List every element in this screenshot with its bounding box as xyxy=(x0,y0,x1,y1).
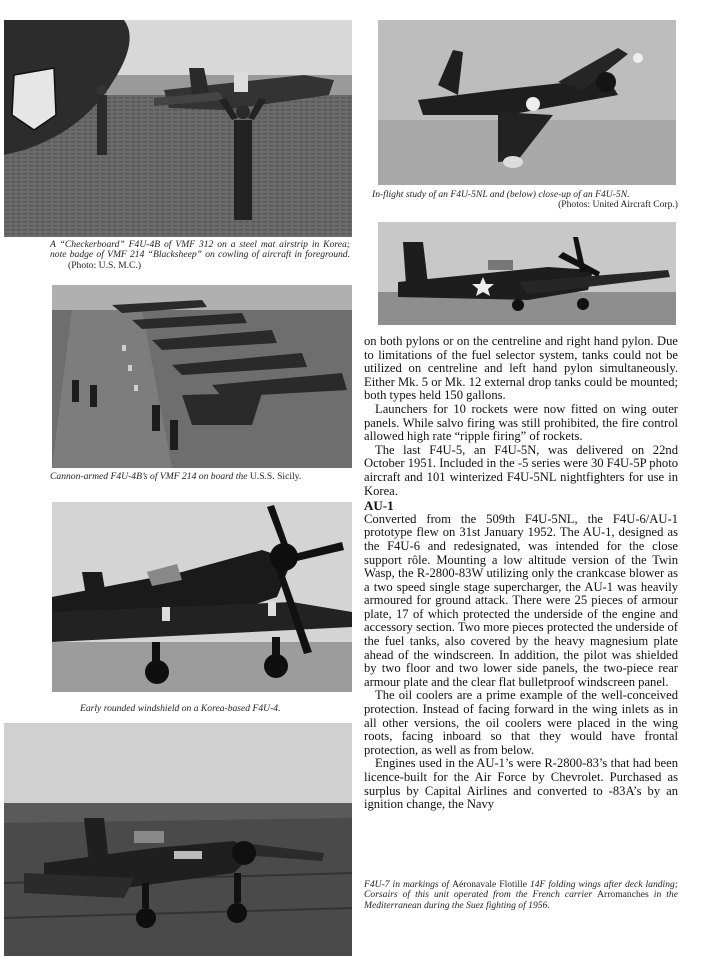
photo-f4u7-aeronavale xyxy=(4,723,352,956)
article-paragraph-rockets: Launchers for 10 rockets were now fitted on wing outer panels. While salvo firing was still prohibited, the fire control allowed high rate “ripple firing” of rockets. xyxy=(364,401,678,444)
article-paragraph-oil-coolers: The oil coolers are a prime example of the well-conceived protection. Instead of facing forward in the wing inlets as in all other versions, the oil coolers were placed in the wing roots, facing inboard so that they would have frontal protection, as well as from below. xyxy=(364,688,678,757)
caption-f4u7-a: F4U-7 in markings of xyxy=(364,879,450,890)
photo-korea-f4u4 xyxy=(52,502,352,692)
caption-f4u7-e: in the Mediterranean during the Suez fighting of 1956. xyxy=(364,889,678,911)
caption-inflight xyxy=(372,190,678,211)
article-paragraph-engines: Engines used in the AU-1’s were R-2800-83’s that had been licence-built for the Air Force by Chevrolet. Purchased as surplus by Capital Airlines and converted to -83A’s by an ignition change, the Navy xyxy=(364,756,678,812)
photo-uss-sicily-deck xyxy=(52,285,352,468)
caption-sicily xyxy=(50,472,352,482)
photo-closeup-f4u5n xyxy=(378,222,676,325)
caption-sicily-text: Cannon-armed F4U-4B’s of VMF 214 on board the xyxy=(50,471,248,482)
section-heading-au1: AU-1 xyxy=(364,498,394,514)
article-paragraph-au1: Converted from the 509th F4U-5NL, the F4U-6/AU-1 prototype flew on 31st January 1952. The AU-1, designed as the F4U-6 and redesignated, was intended for the close support rôle. Mounting a low altitude version of the Twin Wasp, the R-2800-83W utilizing only the crankcase blower as a two speed single stage supercharger, the AU-1 was heavily armoured for ground attack. There were 25 pieces of armour plate, 17 of which protected the underside of the engine and accessory section. Two more pieces protected the underside of the fuel tanks, also covered by the heavy magnesium plate ahead of the windscreen. In addition, the pilot was shielded by two floor and two lower side panels, the two-piece rear armour plate and the clear flat bulletproof windscreen panel. xyxy=(364,511,678,689)
caption-inflight-credit: (Photos: United Aircraft Corp.) xyxy=(558,199,678,211)
caption-f4u7-c: 14F folding wings after deck landing; Corsairs of this unit operated from the French carrier xyxy=(364,879,678,901)
caption-windshield-text: Early rounded windshield on a Korea-based F4U-4. xyxy=(80,703,281,714)
article-paragraph-pylons: on both pylons or on the centreline and right hand pylon. Due to limitations of the fuel selector system, tanks could not be utilized on centreline and left hand pylon simultaneously. Either Mk. 5 or Mk. 12 external drop tanks could be mounted; both types held 150 gallons. xyxy=(364,334,678,403)
caption-checkerboard xyxy=(50,240,350,271)
caption-checkerboard-credit: (Photo: U.S. M.C.) xyxy=(68,259,142,271)
caption-f4u7-d: Arromanches xyxy=(597,889,649,901)
caption-sicily-ship: U.S.S. Sicily. xyxy=(249,471,302,482)
photo-inflight-f4u5nl xyxy=(378,20,676,185)
caption-f4u7 xyxy=(364,880,678,911)
caption-f4u7-b: Aéronavale Flotille xyxy=(452,879,527,890)
caption-checkerboard-text: A “Checkerboard” F4U-4B of VMF 312 on a steel mat airstrip in Korea; note badge of VMF 214 “Blacksheep” on cowling of aircraft in foreground. xyxy=(50,239,350,261)
article-paragraph-last-f4u5: The last F4U-5, an F4U-5N, was delivered on 22nd October 1951. Included in the -5 series were 30 F4U-5P photo aircraft and 101 winterized F4U-5NL nightfighters for use in Korea. xyxy=(364,442,678,498)
caption-inflight-text: In-flight study of an F4U-5NL and (below) close-up of an F4U-5N. xyxy=(372,189,630,200)
photo-checkerboard-airstrip xyxy=(4,20,352,237)
article-column xyxy=(364,335,678,812)
caption-windshield xyxy=(80,704,350,714)
